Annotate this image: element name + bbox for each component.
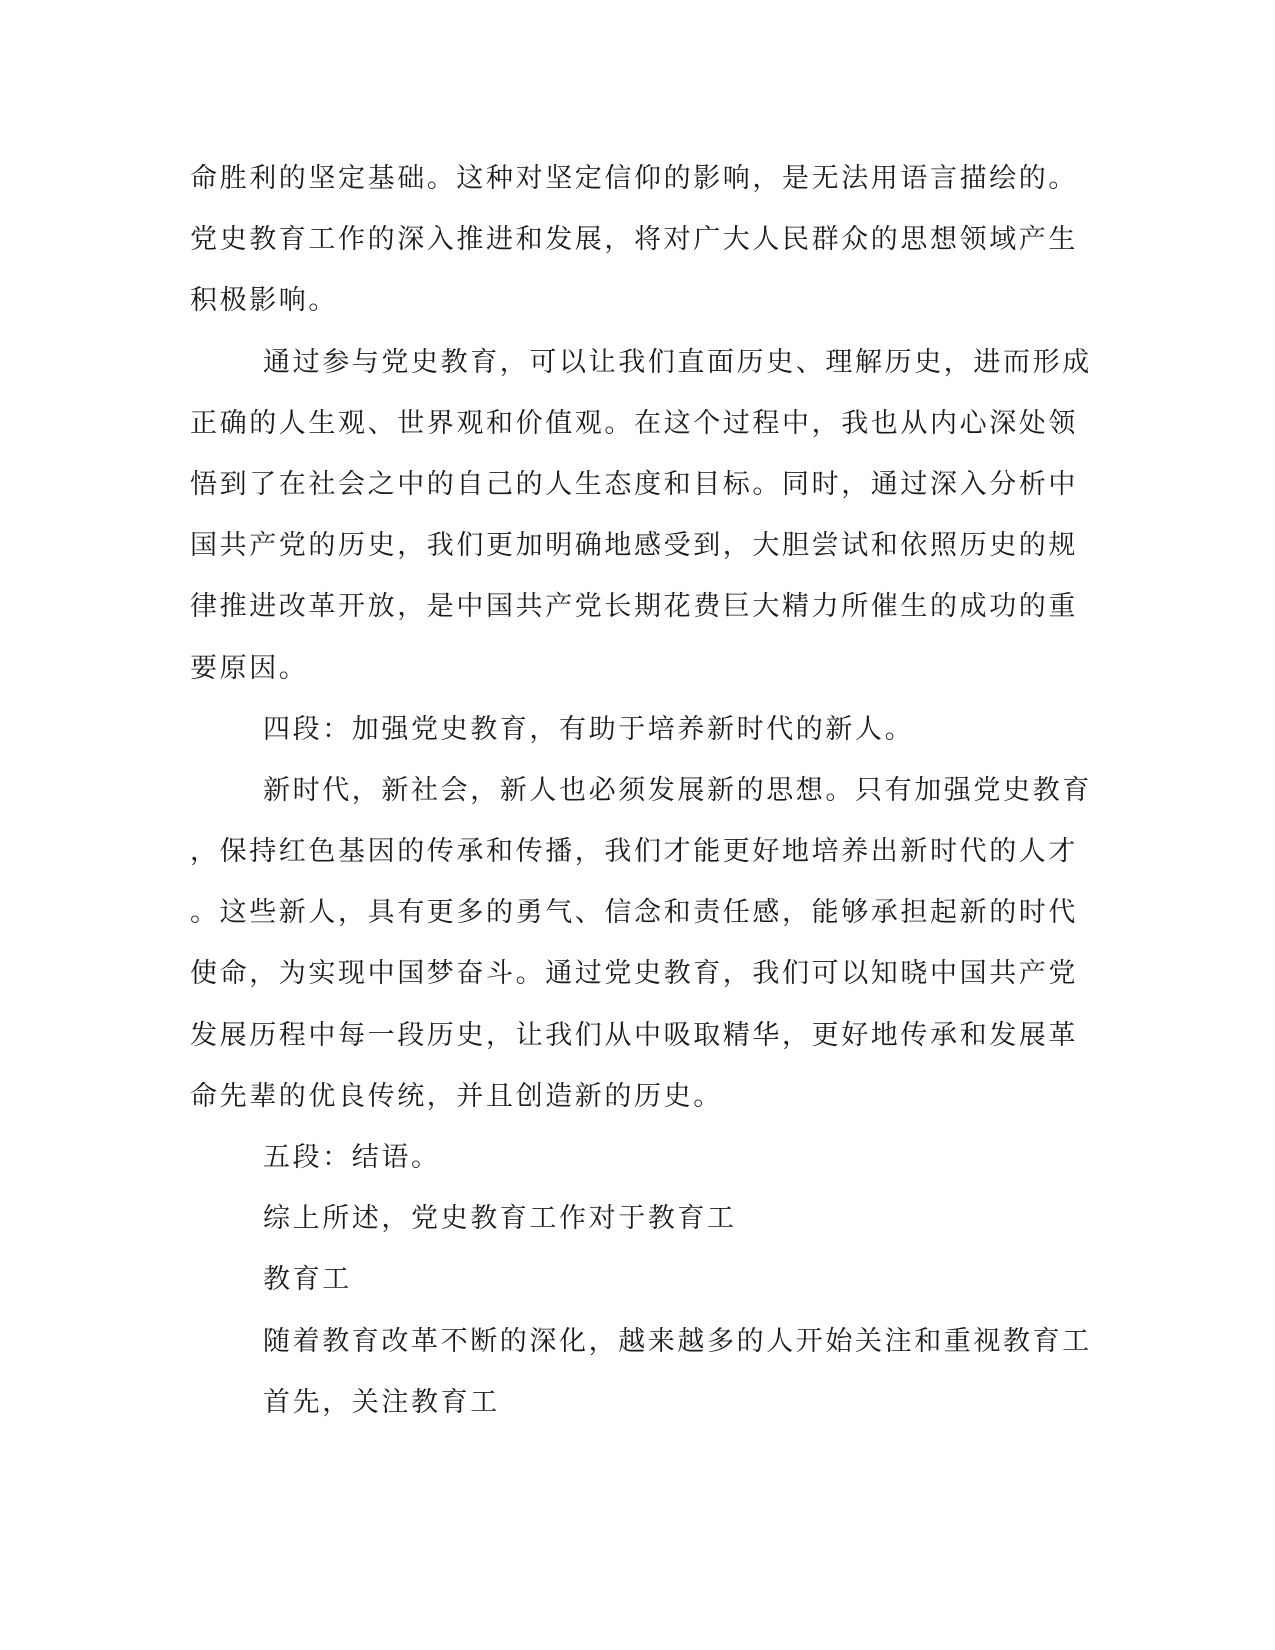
text-line: 命胜利的坚定基础。这种对坚定信仰的影响，是无法用语言描绘的。 [190, 163, 1078, 194]
text-line: 命先辈的优良传统，并且创造新的历史。 [190, 1080, 723, 1112]
text-line: 悟到了在社会之中的自己的人生态度和目标。同时，通过深入分析中 [190, 468, 1078, 500]
text-line: 通过参与党史教育，可以让我们直面历史、理解历史，进而形成 [263, 346, 1092, 378]
text-line: ，保持红色基因的传承和传播，我们才能更好地培养出新时代的人才 [190, 836, 1078, 868]
section-heading: 四段：加强党史教育，有助于培养新时代的新人。 [263, 713, 915, 745]
text-line: 正确的人生观、世界观和价值观。在这个过程中，我也从内心深处领 [190, 407, 1078, 439]
text-line: 党史教育工作的深入推进和发展，将对广大人民群众的思想领域产生 [190, 224, 1078, 256]
text-line: 使命，为实现中国梦奋斗。通过党史教育，我们可以知晓中国共产党 [190, 958, 1078, 990]
text-line: 随着教育改革不断的深化，越来越多的人开始关注和重视教育工 [263, 1325, 1092, 1357]
body-text [190, 148, 1092, 1433]
text-line: 国共产党的历史，我们更加明确地感受到，大胆尝试和依照历史的规 [190, 530, 1078, 562]
text-line: 新时代，新社会，新人也必须发展新的思想。只有加强党史教育 [263, 774, 1092, 806]
text-line: 。这些新人，具有更多的勇气、信念和责任感，能够承担起新的时代 [190, 897, 1078, 929]
text-line: 首先，关注教育工 [263, 1386, 500, 1418]
text-line: 综上所述，党史教育工作对于教育工 [263, 1203, 737, 1235]
text-line: 律推进改革开放，是中国共产党长期花费巨大精力所催生的成功的重 [190, 591, 1078, 623]
text-line: 要原因。 [190, 652, 309, 684]
section-heading: 五段：结语。 [263, 1142, 441, 1173]
text-line: 教育工 [263, 1264, 352, 1296]
text-line: 发展历程中每一段历史，让我们从中吸取精华，更好地传承和发展革 [190, 1019, 1078, 1051]
text-line: 积极影响。 [190, 285, 338, 317]
